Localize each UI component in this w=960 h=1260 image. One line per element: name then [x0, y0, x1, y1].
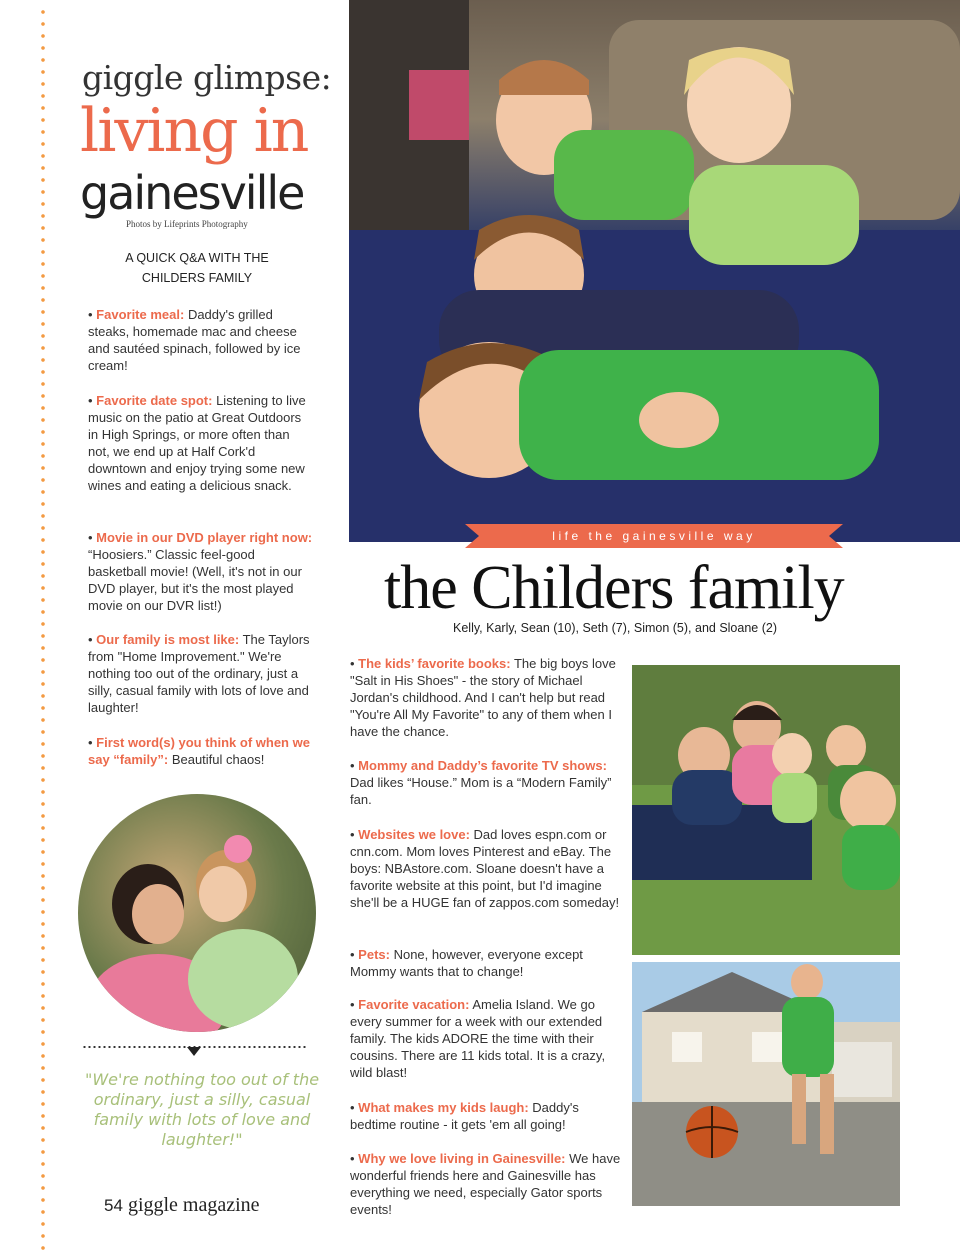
- kicker-title: giggle glimpse:: [82, 58, 332, 97]
- family-names: Kelly, Karly, Sean (10), Seth (7), Simon (5), and Sloane (2): [453, 621, 777, 635]
- qa-item: • The kids’ favorite books: The big boys love "Salt in His Shoes" - the story of Michael Jordan's childhood. And I can't help but read "You're All My Favorite" to any of them when I have the chance.: [350, 656, 616, 739]
- pull-quote: "We're nothing too out of the ordinary, just a silly, casual family with lots of love and laughter!": [84, 1070, 320, 1149]
- qa-item: • Mommy and Daddy’s favorite TV shows: Dad likes “House.” Mom is a “Modern Family” fan.: [350, 758, 612, 807]
- basketball-photo: [632, 962, 900, 1206]
- family-grass-photo: [632, 665, 900, 955]
- qa-item: • Favorite meal: Daddy's grilled steaks, homemade mac and cheese and sautéed spinach, followed by ice cream!: [88, 307, 301, 373]
- main-title: living in: [80, 96, 308, 166]
- mother-daughter-photo: [78, 794, 316, 1032]
- dotted-border: [40, 6, 46, 1256]
- qa-item: • First word(s) you think of when we say “family”: Beautiful chaos!: [88, 735, 310, 767]
- section-banner: [349, 524, 960, 548]
- magazine-name: giggle magazine: [127, 1194, 260, 1216]
- feature-title: the Childers family: [384, 554, 844, 622]
- qa-item: • Websites we love: Dad loves espn.com or cnn.com. Mom loves Pinterest and eBay. The boys: NBAstore.com. Sloane doesn't have a favorite website at this point, but I'd imagine she'll be a HUGE fan of zappos.com someday!: [350, 827, 620, 910]
- photo-illustration: [632, 962, 900, 1206]
- photo-illustration: [632, 665, 900, 955]
- hero-photo: [349, 0, 960, 542]
- qa-item: • Why we love living in Gainesville: We have wonderful friends here and Gainesville has everything we need, especially Gator sports events!: [350, 1151, 621, 1217]
- main-title-city: gainesville: [80, 166, 304, 220]
- qa-item: • Favorite vacation: Amelia Island. We go every summer for a week with our extended family. The kids ADORE the time with their cousins. There are 11 kids total. It is a crazy, wild blast!: [350, 997, 606, 1080]
- banner-text: life the gainesville way: [552, 529, 756, 543]
- photo-illustration: [78, 794, 316, 1032]
- page-number: 54: [104, 1196, 123, 1215]
- photo-credit: Photos by Lifeprints Photography: [126, 219, 248, 229]
- hero-illustration: [349, 0, 960, 542]
- qa-item: • Movie in our DVD player right now: “Hoosiers.” Classic feel-good basketball movie! (Well, it's not in our DVD player, but it's the most played movie on our DVR list!): [88, 530, 313, 613]
- qa-item: • Our family is most like: The Taylors from "Home Improvement." We're nothing too out of the ordinary, just a silly, casual family with lots of love and laughter!: [88, 632, 310, 715]
- intro-heading: A QUICK Q&A WITH THE CHILDERS FAMILY: [125, 251, 269, 285]
- qa-item: • Pets: None, however, everyone except Mommy wants that to change!: [350, 947, 583, 979]
- divider-arrow-icon: [187, 1047, 201, 1056]
- qa-item: • What makes my kids laugh: Daddy's bedtime routine - it gets 'em all going!: [350, 1100, 579, 1132]
- qa-item: • Favorite date spot: Listening to live music on the patio at Great Outdoors in High Springs, or more often than not, we end up at Half Cork'd downtown and enjoy trying some new wines and eating a delicious snack.: [88, 393, 306, 493]
- page-folio: [104, 1194, 260, 1217]
